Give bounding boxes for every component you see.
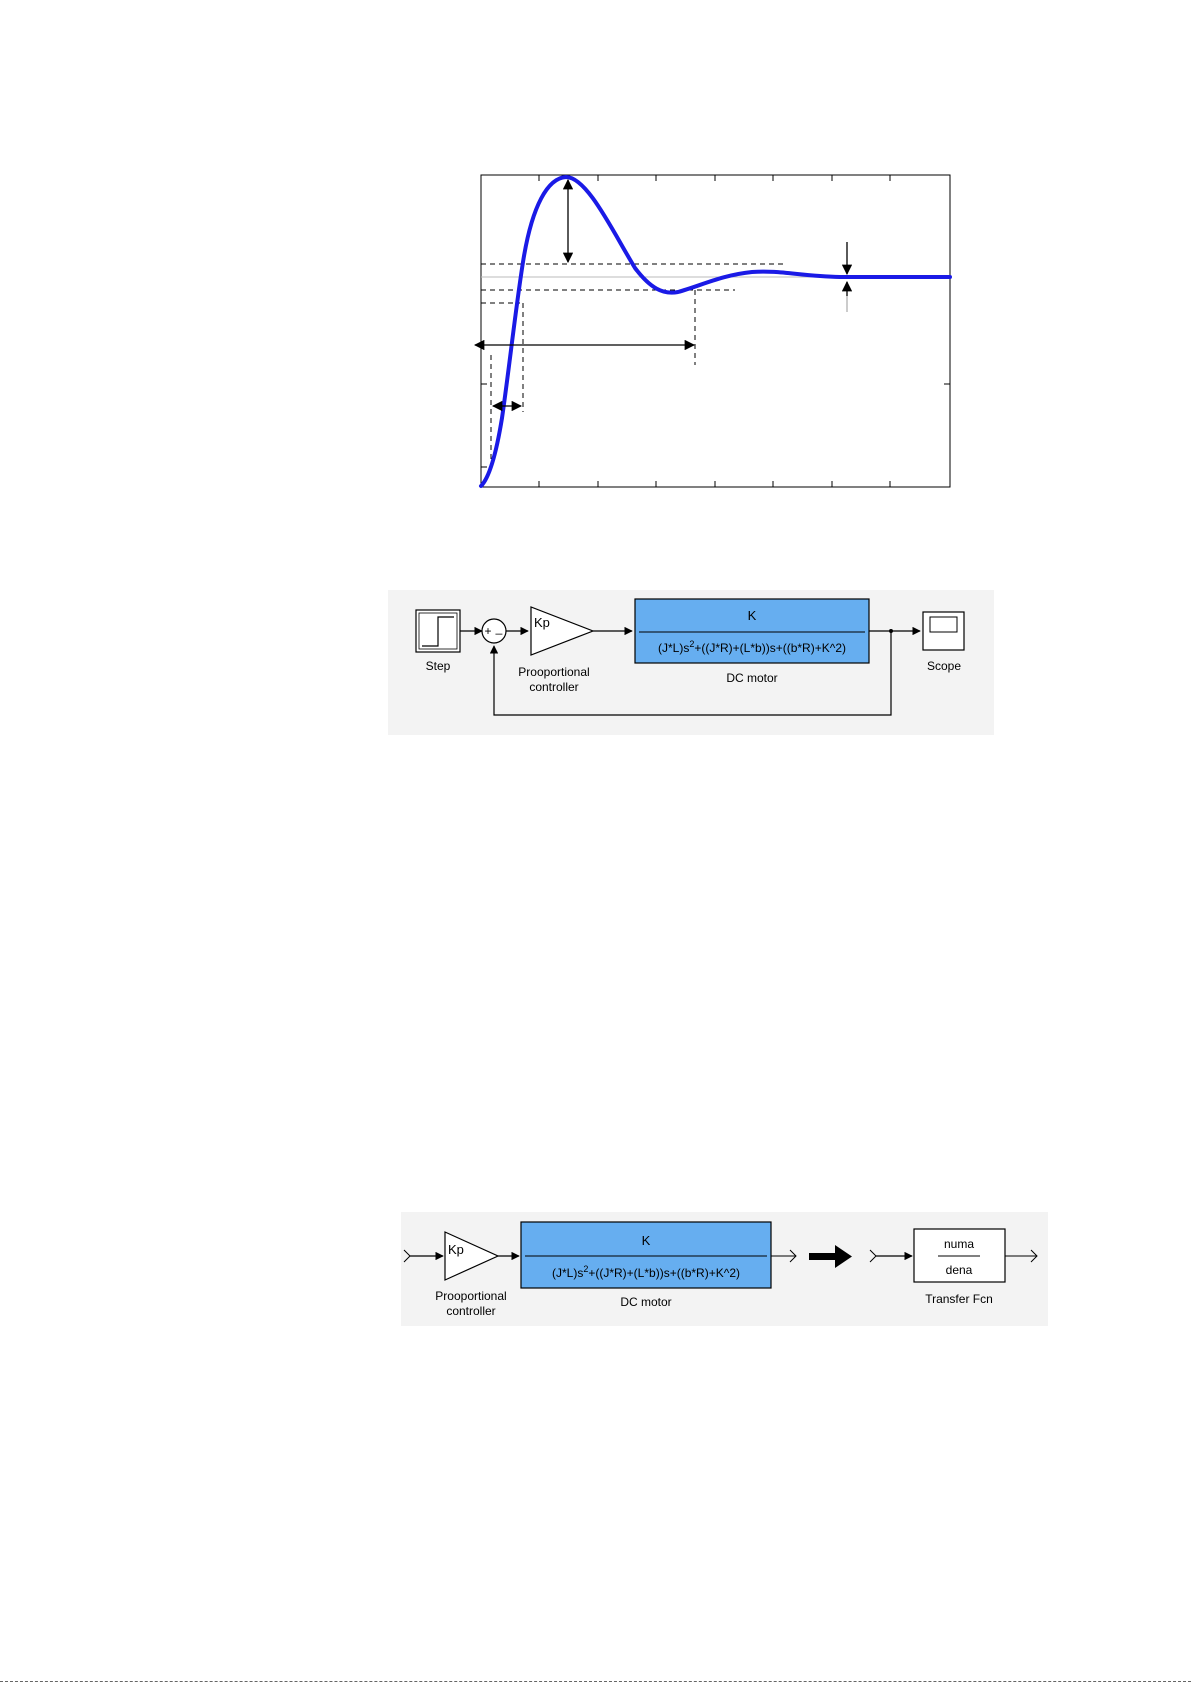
controller-label-2-line2: controller: [446, 1304, 496, 1318]
controller-label-line1: Prooportional: [518, 665, 590, 679]
plot-frame: [481, 175, 950, 487]
tf-block-den: dena: [945, 1263, 973, 1277]
gain-text: Kp: [534, 615, 550, 630]
controller-label-2-line1: Prooportional: [435, 1289, 507, 1303]
reduction-diagram: [401, 1212, 1048, 1326]
gain-text-2: Kp: [448, 1242, 464, 1257]
dc-motor-block[interactable]: [635, 599, 869, 663]
closed-loop-diagram: [388, 590, 994, 735]
tf-denominator-2: $(J*L)s^2+((J*R)+(L*b))s+((b*R)+K\^{}2)$: [551, 1264, 741, 1280]
step-response-figure: [0, 0, 1191, 520]
tf-numerator: K: [747, 608, 757, 623]
motor-label-2: DC motor: [620, 1295, 672, 1309]
scope-icon: [930, 617, 957, 632]
sum-plus: +: [484, 624, 492, 638]
scope-block[interactable]: [923, 612, 964, 650]
step-label: Step: [425, 659, 451, 673]
tf-numerator-2: K: [641, 1233, 651, 1248]
transfer-fcn-block[interactable]: [914, 1229, 1005, 1282]
motor-label: DC motor: [726, 671, 778, 685]
step-block[interactable]: [416, 610, 460, 652]
controller-label-line2: controller: [529, 680, 579, 694]
tf-block-label: Transfer Fcn: [925, 1292, 993, 1306]
page-bottom-rule: [0, 1681, 1191, 1682]
tf-denominator: $(J*L)s^2+((J*R)+(L*b))s+((b*R)+K\^{}2)$: [657, 639, 847, 655]
dc-motor-block-2[interactable]: [521, 1222, 771, 1288]
tf-block-num: numa: [943, 1237, 975, 1251]
sum-minus: _: [495, 621, 503, 635]
sum-block[interactable]: [482, 619, 506, 643]
scope-label: Scope: [926, 659, 962, 673]
